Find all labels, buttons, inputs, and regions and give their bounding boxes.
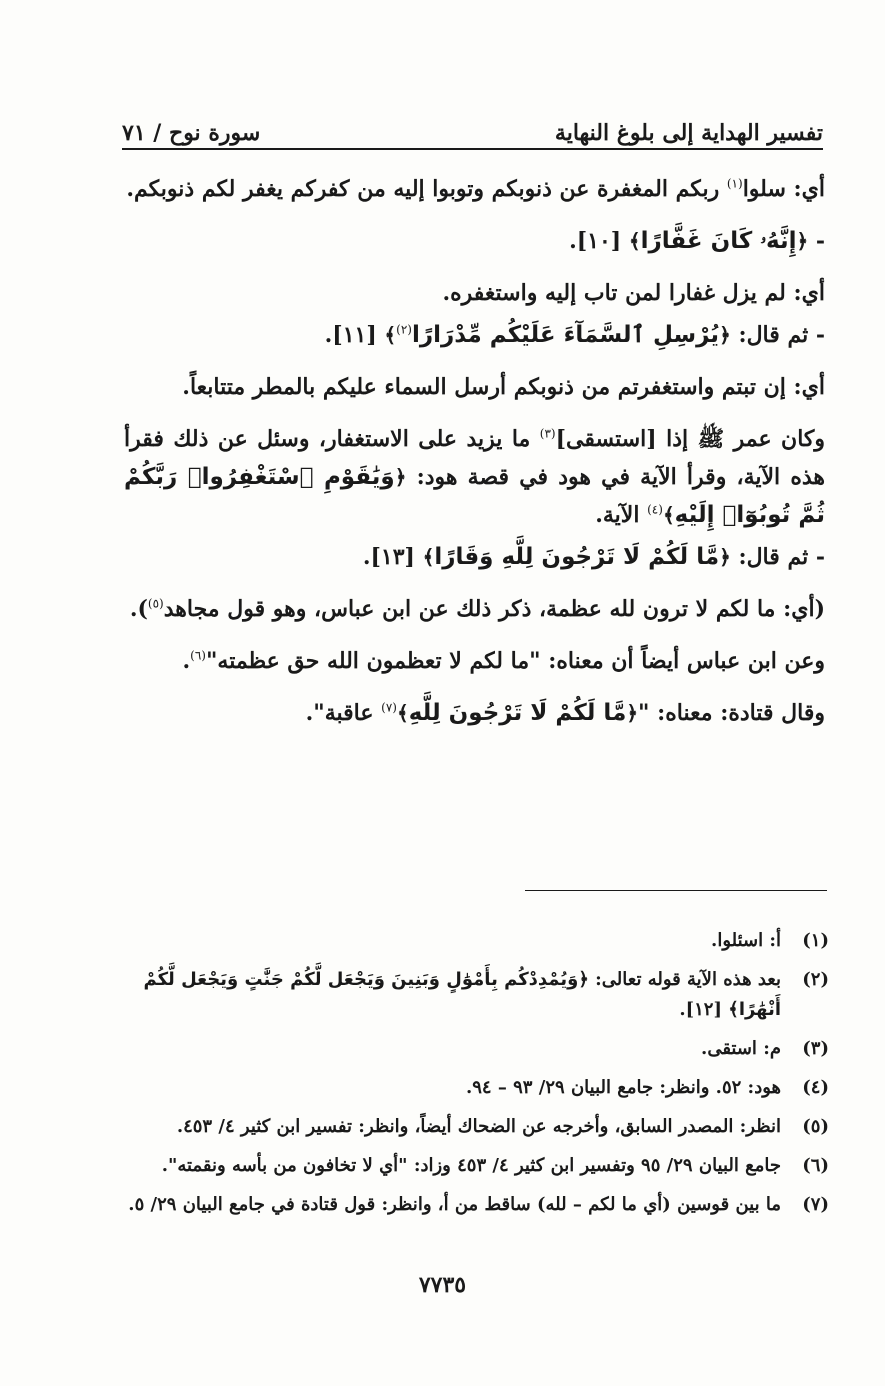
footnote-item [120, 1151, 829, 1181]
paragraph-5: أي: إن تبتم واستغفرتم من ذنوبكم أرسل السماء عليكم بالمطر متتابعاً. [182, 374, 825, 400]
footnote-ref-2[interactable]: (٢) [396, 322, 412, 337]
footnotes [120, 926, 829, 1229]
quran-verse: وَيَٰقَوْمِ ٱسْتَغْفِرُوا۟ رَبَّكُمْ ثُمَّ تُوبُوٓا۟ إِلَيْهِ [124, 464, 825, 528]
running-header [122, 112, 823, 146]
page-number: ٧٧٣٥ [418, 1272, 467, 1298]
footnote-text: بعد هذه الآية قوله تعالى: ﴿وَيُمْدِدْكُم بِأَمْوَٰلٍ وَبَنِينَ وَيَجْعَل لَّكُمْ جَنَّٰتٍ وَيَجْعَل لَّكُمْ أَنْهَٰرًا﴾ [١٢]. [143, 969, 781, 1020]
quran-verse: يُرْسِلِ ٱلسَّمَآءَ عَلَيْكُم مِّدْرَارًا [411, 322, 720, 348]
paragraph-10: وقال قتادة: معناه: "﴿مَّا لَكُمْ لَا تَرْجُونَ لِلَّهِ﴾$^{(٧)}$ عاقبة". [305, 700, 825, 726]
footnote-ref-6[interactable]: (٦) [190, 648, 206, 663]
footnote-item [120, 1034, 829, 1064]
footnote-number: (٦) [802, 1155, 829, 1176]
footnote-number: (٧) [802, 1194, 829, 1215]
footnote-text: أ: اسئلوا. [711, 930, 781, 951]
footnote-ref-4[interactable]: (٤) [647, 502, 663, 517]
verse-ref: [١١]. [324, 322, 385, 348]
footnote-number: (٤) [802, 1077, 829, 1098]
footnote-ref-7[interactable]: (٧) [381, 700, 397, 715]
footnote-text: هود: ٥٢. وانظر: جامع البيان ٢٩/ ٩٣ – ٩٤. [465, 1077, 781, 1098]
paragraph-9: وعن ابن عباس أيضاً أن معناه: "ما لكم لا تعظمون الله حق عظمته"$^{(٦)}$. [182, 648, 825, 674]
footnote-ref-1[interactable]: (١) [726, 176, 743, 191]
footnote-text: ما بين قوسين (أي ما لكم – لله) ساقط من أ، وانظر: قول قتادة في جامع البيان ٢٩/ ٥. [128, 1194, 781, 1215]
header-rule [122, 148, 823, 150]
footnote-text: جامع البيان ٢٩/ ٩٥ وتفسير ابن كثير ٤/ ٤٥٣ وزاد: "أي لا تخافون من بأسه ونقمته". [161, 1155, 781, 1176]
footnote-item [120, 926, 829, 956]
verse-line-10: - ﴿إِنَّهُۥ كَانَ غَفَّارًا﴾ [١٠]. [569, 228, 825, 254]
quran-verse: مَّا لَكُمْ لَا تَرْجُونَ لِلَّهِ وَقَارًا [434, 544, 720, 570]
surah-page-label: سورة نوح / ٧١ [122, 120, 261, 146]
footnote-number: (١) [802, 930, 829, 951]
verse-ref: [١٣]. [362, 544, 423, 570]
footnote-item [120, 1190, 829, 1220]
quran-verse: مَّا لَكُمْ لَا تَرْجُونَ لِلَّهِ [408, 700, 627, 726]
verse-line-13: - ثم قال: ﴿مَّا لَكُمْ لَا تَرْجُونَ لِلَّهِ وَقَارًا﴾ [١٣]. [362, 544, 825, 570]
footnote-number: (٣) [802, 1038, 829, 1059]
paragraph-3: أي: لم يزل غفارا لمن تاب إليه واستغفره. [442, 280, 825, 306]
footnote-number: (٥) [802, 1116, 829, 1137]
verse-line-11: - ثم قال: ﴿يُرْسِلِ ٱلسَّمَآءَ عَلَيْكُم مِّدْرَارًا$^{(٢)}$﴾ [١١]. [324, 322, 825, 348]
footnote-number: (٢) [802, 969, 829, 990]
quran-verse: إِنَّهُۥ كَانَ غَفَّارًا [640, 228, 797, 254]
paragraph-1: أي: سلوا$^{(١)}$ ربكم المغفرة عن ذنوبكم وتوبوا إليه من كفركم يغفر لكم ذنوبكم. [126, 176, 825, 202]
footnote-separator [525, 890, 827, 891]
footnote-text: انظر: المصدر السابق، وأخرجه عن الضحاك أيضاً، وانظر: تفسير ابن كثير ٤/ ٤٥٣. [176, 1116, 781, 1137]
footnote-item [120, 965, 829, 1025]
footnote-ref-3[interactable]: (٣) [539, 426, 556, 441]
paragraph-8: (أي: ما لكم لا ترون لله عظمة، ذكر ذلك عن ابن عباس، وهو قول مجاهد$^{(٥)}$). [129, 596, 825, 622]
footnote-item [120, 1112, 829, 1142]
footnote-ref-5[interactable]: (٥) [147, 596, 164, 611]
book-title: تفسير الهداية إلى بلوغ النهاية [554, 120, 823, 146]
verse-ref: [١٠]. [569, 228, 629, 254]
main-text [124, 170, 825, 746]
footnote-item [120, 1073, 829, 1103]
quran-verse: وَيُمْدِدْكُم بِأَمْوَٰلٍ وَبَنِينَ وَيَجْعَل لَّكُمْ جَنَّٰتٍ وَيَجْعَل لَّكُمْ أَنْهَٰرًا [143, 969, 781, 1020]
paragraph-6: وكان عمر ﷺ إذا [استسقى]$^{(٣)}$ ما يزيد على الاستغفار، وسئل عن ذلك فقرأ هذه الآية، وقرأ الآية في هود في قصة هود: ﴿وَيَٰقَوْمِ ٱسْتَغْفِرُوا۟ رَبَّكُمْ ثُمَّ تُوبُوٓا۟ إِلَيْهِ﴾$^{(٤)}$ الآية. [124, 426, 826, 528]
footnote-text: م: استقى. [701, 1038, 781, 1059]
